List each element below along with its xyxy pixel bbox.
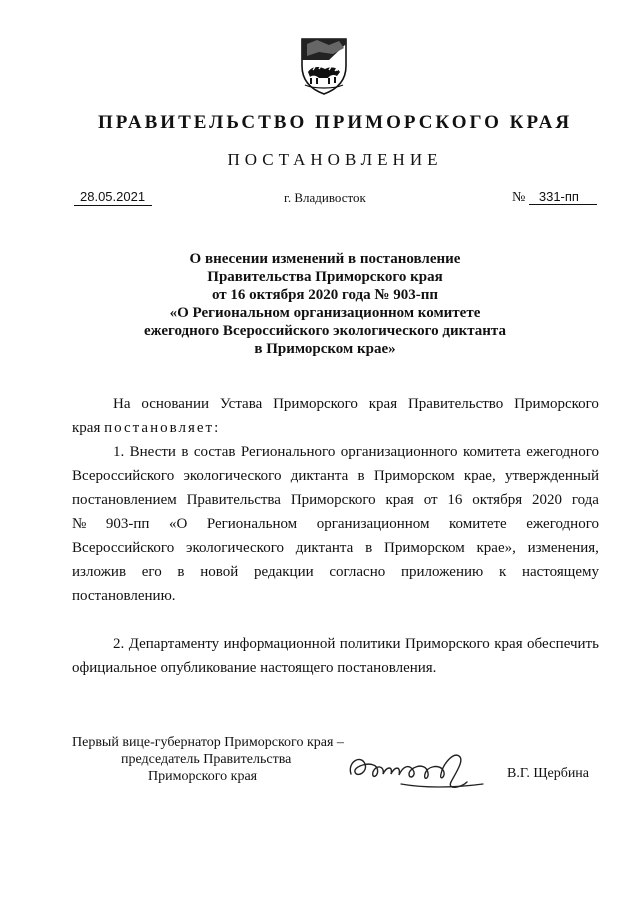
word: края bbox=[72, 420, 101, 436]
word: года bbox=[571, 492, 599, 508]
word: к bbox=[498, 564, 507, 580]
word: редакции bbox=[254, 564, 314, 580]
word: № bbox=[72, 516, 87, 532]
subject-line: О внесении изменений в постановление bbox=[189, 251, 461, 267]
word: изменения, bbox=[527, 540, 599, 556]
word: обеспечить bbox=[527, 636, 599, 652]
government-title: ПРАВИТЕЛЬСТВО ПРИМОРСКОГО КРАЯ bbox=[97, 112, 573, 133]
word: 903-пп bbox=[105, 516, 150, 532]
word: Приморского bbox=[273, 396, 358, 412]
word: октября bbox=[472, 492, 523, 508]
word: от bbox=[423, 492, 438, 508]
word: Всероссийского bbox=[72, 540, 175, 556]
text-line bbox=[72, 536, 599, 560]
text-line bbox=[72, 464, 599, 488]
word: крае», bbox=[476, 540, 516, 556]
document-date: 28.05.2021 bbox=[74, 189, 152, 206]
word: диктанта bbox=[295, 540, 354, 556]
word: в bbox=[181, 444, 189, 460]
number-value: 331-пп bbox=[529, 189, 597, 205]
position-line: Приморского края bbox=[148, 769, 258, 784]
word: его bbox=[141, 564, 162, 580]
word: 1. bbox=[113, 444, 125, 460]
word: изложив bbox=[72, 564, 127, 580]
word: в bbox=[177, 564, 185, 580]
word: Приморском bbox=[373, 468, 455, 484]
word: основании bbox=[141, 396, 210, 412]
word: края bbox=[385, 492, 414, 508]
word: 2. bbox=[113, 636, 125, 652]
word: Приморском bbox=[383, 540, 465, 556]
word: политики bbox=[339, 636, 401, 652]
word: информационной bbox=[223, 636, 336, 652]
item-2-paragraph bbox=[72, 632, 599, 680]
word: комитете bbox=[449, 516, 507, 532]
signatory-position bbox=[72, 734, 344, 785]
document-city: г. Владивосток bbox=[284, 190, 366, 205]
text-line bbox=[72, 392, 599, 416]
word: приложению bbox=[400, 564, 484, 580]
word: Регионального bbox=[240, 444, 336, 460]
word: Приморского bbox=[290, 492, 376, 508]
word: в bbox=[365, 540, 373, 556]
word: крае, bbox=[463, 468, 496, 484]
word: утвержденный bbox=[504, 468, 599, 484]
word: новой bbox=[200, 564, 239, 580]
word: Департаменту bbox=[128, 636, 220, 652]
word: 2020 bbox=[531, 492, 562, 508]
text-line bbox=[72, 416, 599, 440]
handwritten-signature bbox=[343, 744, 493, 796]
word: диктанта bbox=[290, 468, 349, 484]
word: Правительство bbox=[407, 396, 504, 412]
spaced-word: постановляет: bbox=[104, 420, 221, 436]
word: постановлением bbox=[72, 492, 177, 508]
word: «О bbox=[168, 516, 188, 532]
preamble-paragraph bbox=[72, 392, 599, 440]
subject-line: ежегодного Всероссийского экологического диктанта bbox=[144, 323, 506, 339]
word: Правительства bbox=[186, 492, 281, 508]
document-subject bbox=[80, 250, 570, 358]
word: настоящему bbox=[521, 564, 599, 580]
text-line: постановлению. bbox=[72, 588, 176, 604]
item-1-paragraph bbox=[72, 440, 599, 608]
word: в bbox=[357, 468, 365, 484]
position-line: председатель Правительства bbox=[121, 752, 292, 767]
document-type: ПОСТАНОВЛЕНИЕ bbox=[227, 150, 443, 169]
word: организационного bbox=[340, 444, 458, 460]
coat-of-arms-emblem bbox=[299, 36, 349, 96]
word: Приморского bbox=[404, 636, 490, 652]
text-line: официальное опубликование настоящего постановления. bbox=[72, 660, 437, 676]
number-sign: № bbox=[512, 190, 526, 205]
subject-line: «О Региональном организационном комитете bbox=[169, 305, 481, 321]
word: ежегодного bbox=[526, 516, 599, 532]
subject-line: от 16 октября 2020 года № 903-пп bbox=[211, 287, 438, 303]
word: комитета bbox=[462, 444, 521, 460]
text-line bbox=[72, 512, 599, 536]
subject-line: Правительства Приморского края bbox=[207, 269, 443, 285]
word: края bbox=[368, 396, 398, 412]
text-line bbox=[72, 560, 599, 584]
subject-line: в Приморском крае» bbox=[254, 341, 396, 357]
word: Всероссийского bbox=[72, 468, 175, 484]
word: согласно bbox=[329, 564, 386, 580]
word: экологического bbox=[186, 540, 284, 556]
word: 16 bbox=[447, 492, 463, 508]
word: Устава bbox=[219, 396, 263, 412]
word: края bbox=[494, 636, 523, 652]
text-line bbox=[72, 440, 599, 464]
text-line bbox=[72, 632, 599, 656]
position-line: Первый вице-губернатор Приморского края – bbox=[72, 735, 344, 750]
word: ежегодного bbox=[526, 444, 599, 460]
word: экологического bbox=[183, 468, 282, 484]
word: На bbox=[113, 396, 131, 412]
word: организационном bbox=[316, 516, 430, 532]
word: Внести bbox=[129, 444, 176, 460]
word: состав bbox=[193, 444, 236, 460]
document-number bbox=[512, 189, 597, 206]
word: Приморского bbox=[514, 396, 599, 412]
signatory-name: В.Г. Щербина bbox=[507, 766, 590, 781]
word: Региональном bbox=[206, 516, 298, 532]
text-line bbox=[72, 488, 599, 512]
